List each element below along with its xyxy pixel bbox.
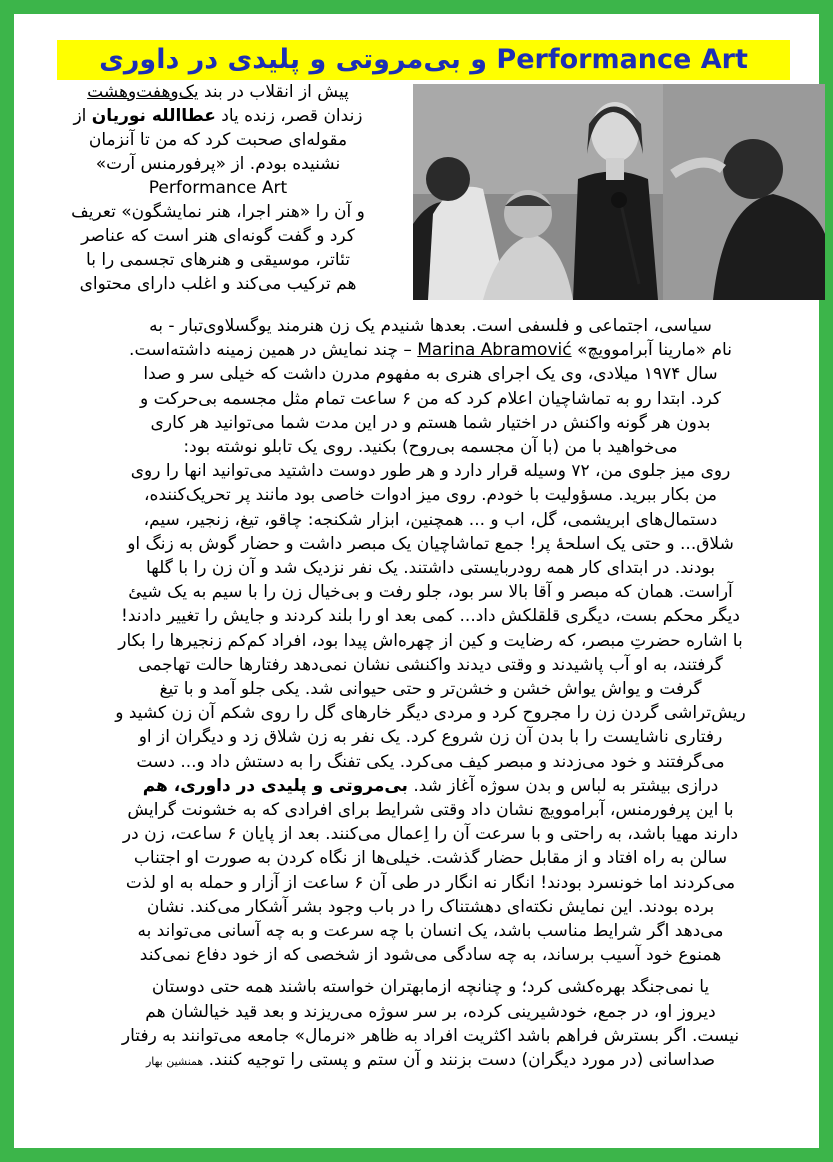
text-line bbox=[40, 725, 821, 749]
text-segment: من بکار ببرید. مسؤولیت با خودم. روی میز ادوات خاصی بود مانند پر تحریک‌کننده، bbox=[144, 485, 717, 506]
text-line bbox=[32, 224, 404, 248]
text-segment: شلاق... و حتی یک اسلحهٔ پر! جمع تماشاچیان یک مبصر داشت و حضار گوش به زنگ او bbox=[127, 533, 734, 554]
text-segment: گرفتند، به او آب پاشیدند و وقتی دیدند واکنشی نشان نمی‌دهد رفتارها حالت تهاجمی bbox=[138, 654, 723, 675]
text-segment: دارند مهیا باشد، به راحتی و با سرعت آن را اِعمال می‌کنند. بعد از پایان ۶ ساعت، زن در bbox=[122, 824, 739, 845]
text-segment: رفتاری ناشایست را با بدن آن زن شروع کرد. یک نفر به زن شلاق زد و دیگران از او bbox=[138, 727, 723, 748]
text-line bbox=[32, 128, 404, 152]
text-segment: با اشاره حضرتِ مبصر، که رضایت و کین از چهره‌اش پیدا بود، افراد کم‌کم زنجیرها را بکار bbox=[118, 630, 743, 651]
text-line bbox=[40, 459, 821, 483]
text-segment: بودند. در ابتدای کار همه رودربایستی داشتند. یک نفر نزدیک شد و آن زن را با گلها bbox=[146, 558, 715, 579]
text-line bbox=[32, 80, 404, 104]
text-segment: می‌خواهید با من (با آن مجسمه بی‌روح) بکنید. روی یک تابلو نوشته بود: bbox=[183, 437, 678, 458]
text-segment: کرد. ابتدا رو به تماشاچیان اعلام کرد که من ۶ ساعت تمام مثل مجسمه بی‌حرکت و bbox=[139, 388, 722, 409]
text-segment: مقوله‌ای صحبت کرد که من تا آنزمان bbox=[88, 130, 348, 150]
intro-column-text bbox=[32, 80, 404, 296]
text-segment: سیاسی، اجتماعی و فلسفی است. بعدها شنیدم یک زن هنرمند یوگسلاوی‌تبار - به bbox=[149, 316, 712, 336]
text-line bbox=[40, 362, 821, 386]
text-line bbox=[40, 604, 821, 628]
text-line bbox=[32, 176, 404, 200]
text-line bbox=[40, 677, 821, 701]
text-segment: و آن را «هنر اجرا، هنر نمایشگون» تعریف bbox=[71, 202, 365, 222]
text-line bbox=[32, 104, 404, 128]
bold-phrase: بی‌مروتی و پلیدی در داوری، هم bbox=[142, 775, 408, 796]
text-segment: می‌گرفتند و خود می‌زدند و مبصر کیف می‌کرد. یکی تفنگ را به دستش داد و... دست bbox=[136, 751, 725, 772]
page-title: Performance Art و بی‌مروتی و پلیدی در داوری bbox=[57, 40, 790, 80]
text-segment: یا نمی‌جنگد بهره‌کشی کرد؛ و چنانچه ازمابهتران خواسته باشند همه حتی دوستان bbox=[151, 977, 710, 998]
text-line bbox=[40, 1048, 821, 1074]
text-line bbox=[40, 338, 821, 362]
text-line bbox=[40, 871, 821, 895]
text-segment: ریش‌تراشی گردن زن را مجروح کرد و مردی دیگر خارهای گل را روی شکم آن زن کشید و bbox=[115, 703, 746, 724]
text-segment: تئاتر، موسیقی و هنرهای تجسمی را با bbox=[86, 250, 350, 270]
text-line bbox=[32, 152, 404, 176]
text-segment: دیروز او، در جمع، خودشیرینی کرده، بر سر سوژه می‌ریزند و بعد قید خیالشان هم bbox=[145, 1001, 716, 1022]
text-segment: سال ۱۹۷۴ میلادی، وی یک اجرای هنری به مفهوم مدرن داشت که خیلی سر و صدا bbox=[143, 364, 718, 385]
text-line bbox=[40, 975, 821, 999]
text-line bbox=[40, 919, 821, 943]
text-segment: نام «مارینا آبراموویچ» bbox=[571, 340, 732, 361]
text-segment: سالن به راه افتاد و از مقابل حضار گذشت. خیلی‌ها از نگاه کردن به صورت او اجتناب bbox=[133, 848, 728, 869]
text-segment: درازی بیشتر به لباس و بدن سوژه آغاز شد. bbox=[407, 775, 719, 796]
performance-photo bbox=[413, 84, 825, 300]
text-segment: همنوع خود آسیب برساند، به چه سادگی می‌شود از شخصی که از خود دفاع نمی‌کند bbox=[139, 945, 722, 966]
underlined-phrase: یک‌وهفت‌وهشت bbox=[87, 82, 199, 102]
text-segment: می‌دهد اگر شرایط مناسب باشد، یک انسان با چه سرعت و به چه آسانی می‌تواند به bbox=[137, 921, 724, 942]
text-line bbox=[32, 272, 404, 296]
text-segment: پیش از انقلاب در بند bbox=[198, 82, 349, 102]
text-line bbox=[40, 1000, 821, 1024]
text-segment: روی میز جلوی من، ۷۲ وسیله قرار دارد و هر طور دوست داشتید می‌توانید انها را روی bbox=[130, 461, 731, 482]
text-segment: هم ترکیب می‌کند و اغلب دارای محتوای bbox=[79, 274, 357, 294]
text-segment: Performance Art bbox=[148, 178, 288, 198]
text-line bbox=[40, 822, 821, 846]
text-line bbox=[40, 556, 821, 580]
text-line bbox=[40, 1024, 821, 1048]
text-segment: صداسانی (در مورد دیگران) دست بزنند و آن ستم و پستی را توجیه کنند. bbox=[203, 1050, 716, 1071]
text-segment: دستمال‌های ابریشمی، گل، اب و ... همچنین، ابزار شکنجه: چاقو، تیغ، زنجیر، سیم، bbox=[143, 509, 718, 530]
text-line bbox=[40, 580, 821, 604]
text-segment: آراست. همان که مبصر و آقا بالا سر بود، جلو رفت و بی‌خیال زن را با سیم به یک شیئ bbox=[128, 582, 733, 603]
text-segment: – چند نمایش در همین زمینه داشته‌است. bbox=[129, 340, 418, 361]
text-line bbox=[40, 532, 821, 556]
text-segment: نیست. اگر بسترش فراهم باشد اکثریت افراد به ظاهر «نرمال» جامعه می‌توانند به رفتار bbox=[121, 1025, 740, 1046]
text-segment: زندان قصر، زنده یاد bbox=[215, 106, 363, 126]
text-line bbox=[40, 629, 821, 653]
underlined-phrase: Marina Abramović bbox=[417, 340, 572, 361]
text-line bbox=[40, 483, 821, 507]
text-segment: دیگر محکم بست، دیگری قلقلکش داد... کمی بعد او را بلند کردند و جایش را تغییر دادند! bbox=[121, 606, 740, 627]
text-line bbox=[40, 411, 821, 435]
bold-phrase: عطاالله نوریان bbox=[91, 106, 216, 126]
text-line bbox=[40, 750, 821, 774]
text-segment: بدون هر گونه واکنش در اختیار شما هستم و در این مدت شما می‌توانید هر کاری bbox=[150, 412, 711, 433]
signature: همنشین بهار bbox=[145, 1055, 204, 1069]
text-line bbox=[40, 508, 821, 532]
text-line bbox=[32, 200, 404, 224]
text-line bbox=[40, 387, 821, 411]
text-line bbox=[40, 435, 821, 459]
paragraph-gap bbox=[40, 967, 821, 975]
text-segment: برده بودند. این نمایش نکته‌ای دهشتناک را در باب وجود بشر آشکار می‌کند. نشان bbox=[146, 896, 715, 917]
text-line bbox=[32, 248, 404, 272]
text-segment: از bbox=[73, 106, 92, 126]
text-segment: کرد و گفت گونه‌ای هنر است که عناصر bbox=[81, 226, 355, 246]
text-line bbox=[40, 774, 821, 798]
text-segment: می‌کردند اما خونسرد بودند! انگار نه انگار در طی آن ۶ ساعت از آزار و حمله به او لذت bbox=[125, 872, 736, 893]
text-line bbox=[40, 895, 821, 919]
text-line bbox=[40, 798, 821, 822]
text-line bbox=[40, 943, 821, 967]
article-body-text bbox=[40, 314, 821, 1074]
text-line bbox=[40, 846, 821, 870]
text-segment: با این پرفورمنس، آبراموویچ نشان داد وقتی شرایط برای افرادی که به خشونت گرایش bbox=[127, 800, 734, 821]
performance-photo-graphic bbox=[413, 84, 825, 300]
text-line bbox=[40, 314, 821, 338]
text-line bbox=[40, 653, 821, 677]
text-segment: نشنیده بودم. از «پرفورمنس آرت» bbox=[95, 154, 341, 174]
text-segment: گرفت و یواش یواش خشن و خشن‌تر و حتی حیوانی شد. یکی جلو آمد و با تیغ bbox=[159, 679, 702, 700]
text-line bbox=[40, 701, 821, 725]
